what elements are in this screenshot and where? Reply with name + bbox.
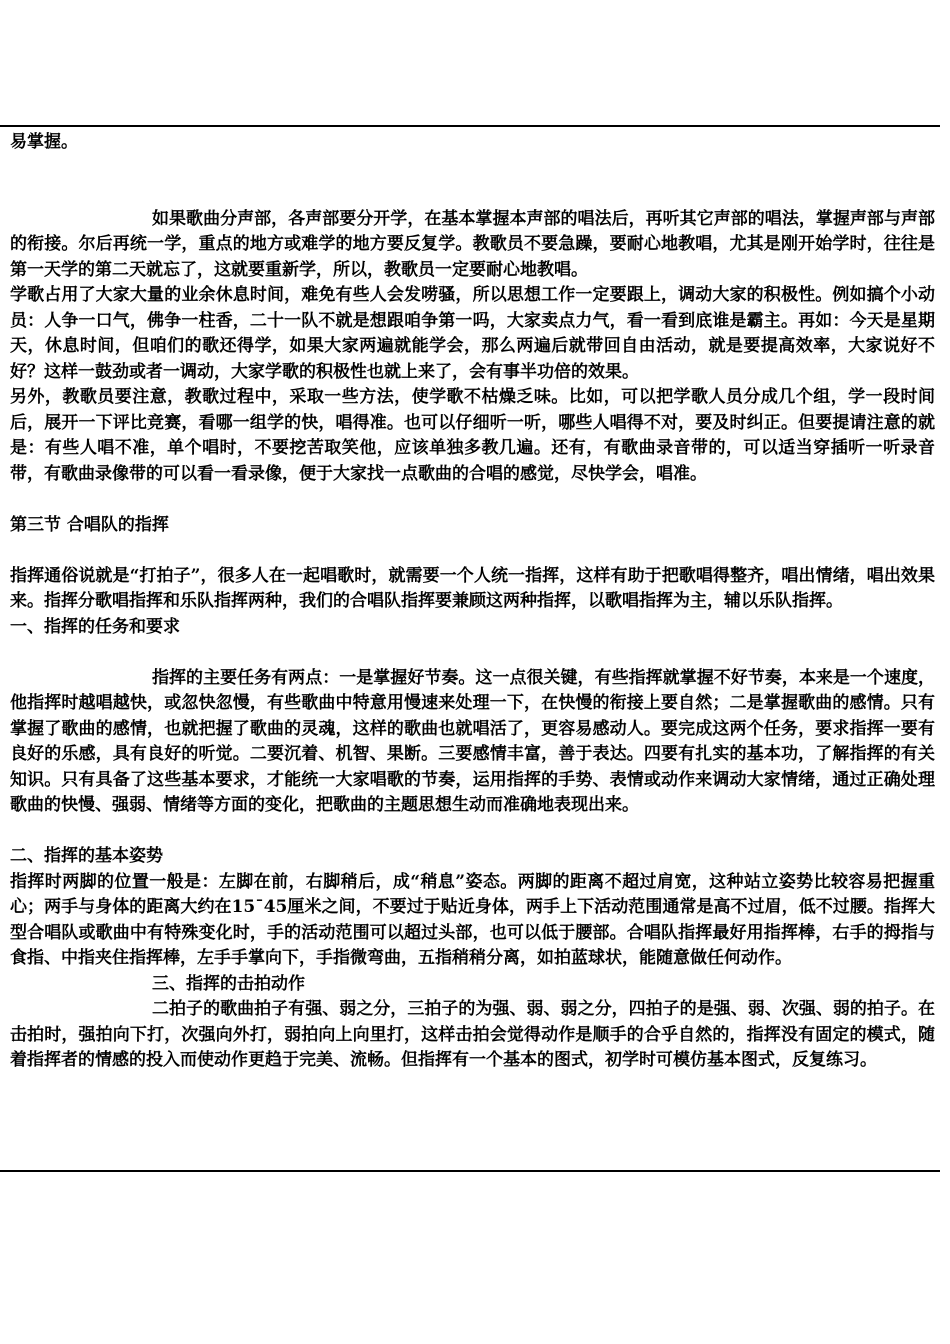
continuation-text: 易掌握。 <box>10 132 78 152</box>
paragraph-posture: 指挥时两脚的位置一般是：左脚在前，右脚稍后，成“稍息”姿态。两脚的距离不超过肩宽，这种站立姿势比较容易把握重心；两手与身体的距离大约在15¯45厘米之间，不要过于贴近身体，两手上下活动范围通常是高不过眉，低不过腰。指挥大型合唱队或歌曲中有特殊变化时，手的活动范围可以超过头部，也可以低于腰部。合唱队指挥最好用指挥棒，右手的拇指与食指、中指夹住指挥棒，左手手掌向下，手指微弯曲，五指稍稍分离，如拍蓝球状，能随意做任何动作。 <box>10 871 935 968</box>
heading-beats: 三、指挥的击拍动作 <box>152 973 305 994</box>
bottom-rule <box>0 1170 940 1172</box>
paragraph-split-parts: 如果歌曲分声部，各声部要分开学，在基本掌握本声部的唱法后，再听其它声部的唱法，掌握声部与声部的衔接。尔后再统一学，重点的地方或难学的地方要反复学。教歌员不要急躁，要耐心地教唱，尤其是刚开始学时，往往是第一天学的第二天就忘了，这就要重新学，所以，教歌员一定要耐心地教唱。 <box>10 208 935 280</box>
section-heading: 第三节 合唱队的指挥 <box>10 514 169 535</box>
heading-posture: 二、指挥的基本姿势 <box>10 846 163 866</box>
paragraph-conducting: 指挥通俗说就是“打拍子”，很多人在一起唱歌时，就需要一个人统一指挥，这样有助于把歌唱得整齐，唱出情绪，唱出效果来。指挥分歌唱指挥和乐队指挥两种，我们的合唱队指挥要兼顾这两种指挥，以歌唱指挥为主，辅以乐队指挥。 <box>10 565 935 611</box>
document-body <box>10 130 935 1074</box>
heading-tasks: 一、指挥的任务和要求 <box>10 616 180 637</box>
paragraph-motivation: 学歌占用了大家大量的业余休息时间，难免有些人会发唠骚，所以思想工作一定要跟上，调动大家的积极性。例如搞个小动员：人争一口气，佛争一柱香，二十一队不就是想跟咱争第一吗，大家卖点力气，看一看到底谁是霸主。再如：今天是星期天，休息时间，但咱们的歌还得学，如果大家两遍就能学会，那么两遍后就带回自由活动，就是要提高效率，大家说好不好？这样一鼓劲或者一调动，大家学歌的积极性也就上来了，会有事半功倍的效果。 <box>10 285 935 382</box>
paragraph-beats: 二拍子的歌曲拍子有强、弱之分，三拍子的为强、弱、弱之分，四拍子的是强、弱、次强、弱的拍子。在击拍时，强拍向下打，次强向外打，弱拍向上向里打，这样击拍会觉得动作是顺手的合乎自然的，指挥没有固定的模式，随着指挥者的情感的投入而使动作更趋于完美、流畅。但指挥有一个基本的图式，初学时可模仿基本图式，反复练习。 <box>10 999 935 1070</box>
top-rule <box>0 125 940 127</box>
paragraph-tasks: 指挥的主要任务有两点：一是掌握好节奏。这一点很关键，有些指挥就掌握不好节奏，本来是一个速度，他指挥时越唱越快，或忽快忽慢，有些歌曲中特意用慢速来处理一下，在快慢的衔接上要自然；二是掌握歌曲的感情。只有掌握了歌曲的感情，也就把握了歌曲的灵魂，这样的歌曲也就唱活了，更容易感动人。要完成这两个任务，要求指挥一要有良好的乐感，具有良好的听觉。二要沉着、机智、果断。三要感情丰富，善于表达。四要有扎实的基本功，了解指挥的有关知识。只有具备了这些基本要求，才能统一大家唱歌的节奏，运用指挥的手势、表情或动作来调动大家情绪，通过正确处理歌曲的快慢、强弱、情绪等方面的变化，把歌曲的主题思想生动而准确地表现出来。 <box>10 667 935 815</box>
paragraph-methods: 另外，教歌员要注意，教歌过程中，采取一些方法，使学歌不枯燥乏味。比如，可以把学歌人员分成几个组，学一段时间后，展开一下评比竞赛，看哪一组学的快，唱得准。也可以仔细听一听，哪些人唱得不对，要及时纠正。但要提请注意的就是：有些人唱不准，单个唱时，不要挖苦取笑他，应该单独多教几遍。还有，有歌曲录音带的，可以适当穿插听一听录音带，有歌曲录像带的可以看一看录像，便于大家找一点歌曲的合唱的感觉，尽快学会，唱准。 <box>10 387 935 484</box>
